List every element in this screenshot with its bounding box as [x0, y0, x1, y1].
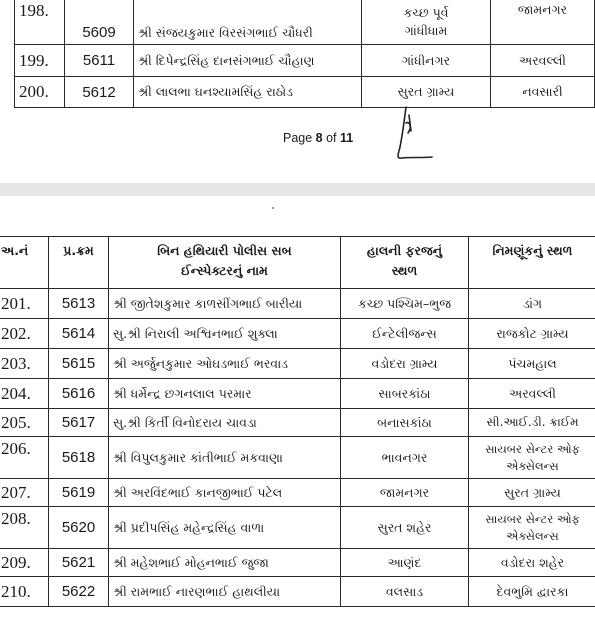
sr-number: 204.	[0, 379, 49, 409]
current-posting: સુરત ગ્રામ્ય	[362, 77, 491, 108]
code-number: 5612	[65, 77, 134, 108]
new-posting: રાજકોટ ગ્રામ્ય	[469, 319, 595, 349]
header-sr: અ.નં	[0, 237, 49, 289]
new-posting: અરવલ્લી	[469, 379, 595, 409]
officer-name: શ્રી જીતેશકુમાર કાળસીંગભાઈ બારીયા	[109, 289, 341, 319]
table-row	[15, 0, 595, 45]
new-posting: વડોદરા શહેર	[469, 549, 595, 577]
table-row	[0, 289, 595, 319]
officer-name: શ્રી લાલભા ઘનશ્યામસિંહ રાઠોડ	[134, 77, 362, 108]
officer-name: શ્રી મહેશભાઈ મોહનભાઈ જુજા	[109, 549, 341, 577]
header-name: બિન હથિયારી પોલીસ સબ ઈન્સ્પેક્ટરનું નામ	[109, 237, 341, 289]
new-posting: પંચમહાલ	[469, 349, 595, 379]
officer-name: સુ.શ્રી કિર્તી વિનોદરાય ચાવડા	[109, 409, 341, 437]
table-row	[0, 379, 595, 409]
officer-name: શ્રી અરવિંદભાઈ કાનજીભાઈ પટેલ	[109, 479, 341, 507]
current-posting: ગાંધીનગર	[362, 45, 491, 77]
page-8-fragment	[0, 0, 595, 183]
sr-number: 202.	[0, 319, 49, 349]
current-posting: સુરત શહેર	[341, 507, 469, 549]
officer-name: શ્રી અર્જુનકુમાર ઓઘડભાઈ ભરવાડ	[109, 349, 341, 379]
top-table	[14, 0, 595, 108]
sr-number: 203.	[0, 349, 49, 379]
table-row	[0, 507, 595, 549]
sr-number: 198.	[15, 0, 65, 45]
new-posting: અરવલ્લી	[491, 45, 595, 77]
page-current: 8	[315, 131, 323, 145]
current-posting: ભાવનગર	[341, 437, 469, 479]
current-posting: વડોદરા ગ્રામ્ય	[341, 349, 469, 379]
current-posting: કચ્છ પશ્ચિમ–ભુજ	[341, 289, 469, 319]
scan-speck	[272, 207, 274, 209]
officer-name: શ્રી સંજયકુમાર વિરસંગભાઈ ચૌધરી	[134, 0, 362, 45]
header-posting: નિમણૂંકનું સ્થળ	[469, 237, 595, 289]
current-posting: વલસાડ	[341, 577, 469, 607]
table-row	[0, 549, 595, 577]
sr-number: 210.	[0, 577, 49, 607]
sr-number: 208.	[0, 507, 49, 549]
code-number: 5617	[49, 409, 109, 437]
table-row	[15, 45, 595, 77]
new-posting: દેવભુમિ દ્વારકા	[469, 577, 595, 607]
table-row	[15, 77, 595, 108]
code-number: 5620	[49, 507, 109, 549]
new-posting: સી.આઈ.ડી. ક્રાઈમ	[469, 409, 595, 437]
current-posting: ઈન્ટેલીજન્સ	[341, 319, 469, 349]
sr-number: 205.	[0, 409, 49, 437]
sr-number: 206.	[0, 437, 49, 479]
page-of: of	[322, 131, 340, 145]
officer-name: શ્રી દિપેન્દ્રસિંહ દાનસંગભાઈ ચૌહાણ	[134, 45, 362, 77]
code-number: 5615	[49, 349, 109, 379]
new-posting: સાયબર સેન્ટર ઓફ એક્સેલન્સ	[469, 437, 595, 479]
new-posting: સુરત ગ્રામ્ય	[469, 479, 595, 507]
page-prefix: Page	[283, 131, 316, 145]
officer-name: સુ.શ્રી નિરાલી અશ્વિનભાઈ શુક્લા	[109, 319, 341, 349]
table-row	[0, 437, 595, 479]
officer-name: શ્રી ધર્મેન્દ્ર છગનલાલ પરમાર	[109, 379, 341, 409]
header-code: પ્ર.ક્રમ	[49, 237, 109, 289]
code-number: 5621	[49, 549, 109, 577]
new-posting: ડાંગ	[469, 289, 595, 319]
code-number: 5618	[49, 437, 109, 479]
current-posting: સાબરકાંઠા	[341, 379, 469, 409]
table-row	[0, 319, 595, 349]
header-current: હાલની ફરજનું સ્થળ	[341, 237, 469, 289]
table-row	[0, 409, 595, 437]
code-number: 5609	[65, 0, 134, 45]
new-posting: નવસારી	[491, 77, 595, 108]
table-row	[0, 577, 595, 607]
code-number: 5611	[65, 45, 134, 77]
sr-number: 199.	[15, 45, 65, 77]
page-total: 11	[340, 131, 354, 145]
officer-name: શ્રી વિપુલકુમાર કાંતીભાઈ મકવાણા	[109, 437, 341, 479]
page-number	[283, 131, 353, 145]
table-header-row	[0, 237, 595, 289]
code-number: 5619	[49, 479, 109, 507]
code-number: 5622	[49, 577, 109, 607]
table-row	[0, 479, 595, 507]
sr-number: 207.	[0, 479, 49, 507]
sr-number: 209.	[0, 549, 49, 577]
code-number: 5616	[49, 379, 109, 409]
current-posting: આણંદ	[341, 549, 469, 577]
sr-number: 200.	[15, 77, 65, 108]
sr-number: 201.	[0, 289, 49, 319]
new-posting: જામનગર	[491, 0, 595, 45]
code-number: 5613	[49, 289, 109, 319]
page-separator	[0, 183, 595, 196]
page-9-fragment	[0, 196, 595, 617]
handwritten-signature	[392, 103, 436, 163]
current-posting: જામનગર	[341, 479, 469, 507]
code-number: 5614	[49, 319, 109, 349]
new-posting: સાયબર સેન્ટર ઓફ એક્સેલન્સ	[469, 507, 595, 549]
officer-name: શ્રી પ્રદીપસિંહ મહેન્દ્રસિંહ વાળા	[109, 507, 341, 549]
current-posting: કચ્છ પૂર્વ ગાંધીધામ	[362, 0, 491, 45]
posting-table	[0, 236, 595, 607]
officer-name: શ્રી રામભાઈ નારણભાઈ હાથલીયા	[109, 577, 341, 607]
current-posting: બનાસકાંઠા	[341, 409, 469, 437]
table-row	[0, 349, 595, 379]
